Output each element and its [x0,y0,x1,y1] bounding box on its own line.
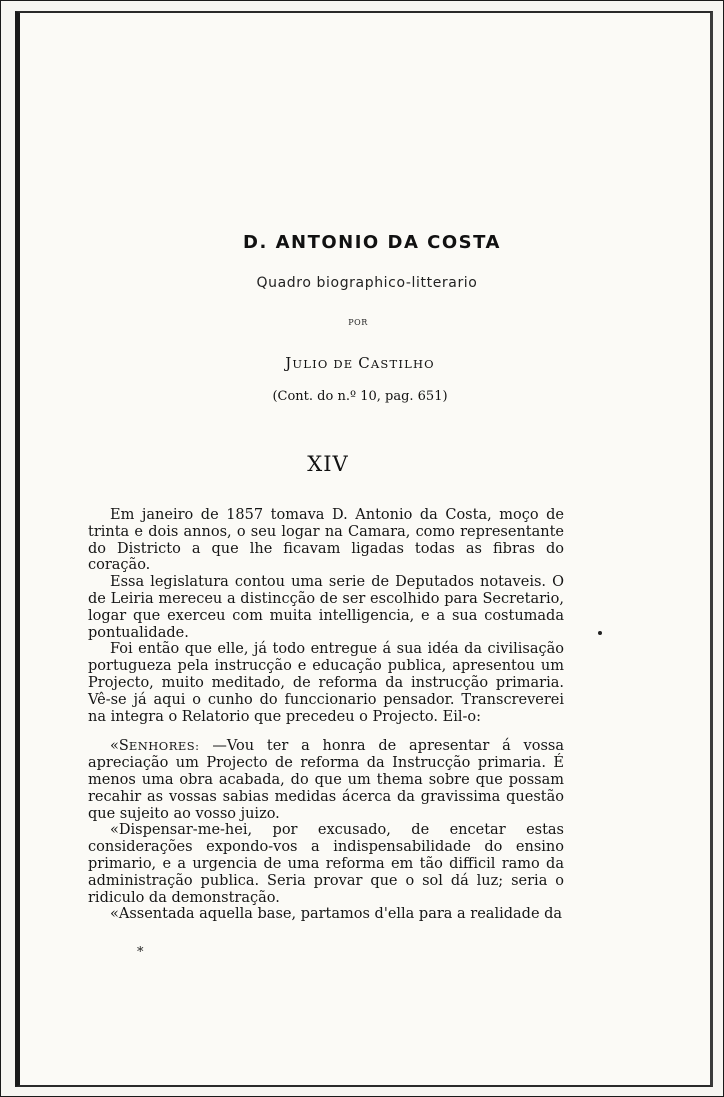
continuation-note: (Cont. do n.º 10, pag. 651) [272,389,448,404]
paragraph: Foi então que elle, já todo entregue á sua idéa da civilisação portugueza pela instrucção e educação publica, apresentou um Projecto, muito meditado, de reforma da instrucção primaria. Vê-se já aqui o cunho do funccionario pensador. Transcreverei na integra o Relatorio que precedeu o Projecto. Eil-o: [88,641,564,725]
article-subtitle: Quadro biographico-litterario [256,275,478,291]
quote-lead-text: —Vou ter a honra de apresentar á vossa apreciação um Projecto de reforma da Instrucção primaria. É menos uma obra acabada, do que um thema sobre que possam recahir as vossas sabias medidas ácerca da gravissima questão que sujeito ao vosso juizo. [88,738,564,822]
signature-mark: * [137,945,144,960]
ink-speck [598,631,602,635]
quote-paragraph [88,738,564,822]
author-initial-j: J [285,354,293,372]
article-body [88,507,564,923]
article-title: D. ANTONIO DA COSTA [243,232,501,253]
paragraph: Essa legislatura contou uma serie de Deputados notaveis. O de Leiria mereceu a distincção de ser escolhido para Secretario, logar que exerceu com muita intelligencia, e a sua costumada pontualidade. [88,574,564,641]
quote-paragraph: «Assentada aquella base, partamos d'ella para a realidade da [110,906,563,923]
author-name [150,354,570,372]
author-first-rest: ULIO DE [292,357,359,371]
quote-open: «S [110,738,129,755]
author-last-rest: ASTILHO [370,357,435,371]
quote-salutation: ENHORES: [128,739,200,754]
byline-por: POR [348,318,368,327]
chapter-number: XIV [307,452,349,476]
quote-paragraph: «Dispensar-me-hei, por excusado, de encetar estas considerações expondo-vos a indispensabilidade do ensino primario, e a urgencia de uma reforma em tão difficil ramo da administração publica. Seria provar que o sol dá luz; seria o ridiculo da demonstração. [88,822,564,906]
paragraph: Em janeiro de 1857 tomava D. Antonio da Costa, moço de trinta e dois annos, o seu logar na Camara, como representante do Districto a que lhe ficavam ligadas todas as fibras do coração. [88,507,564,574]
author-initial-c: C [358,354,371,372]
